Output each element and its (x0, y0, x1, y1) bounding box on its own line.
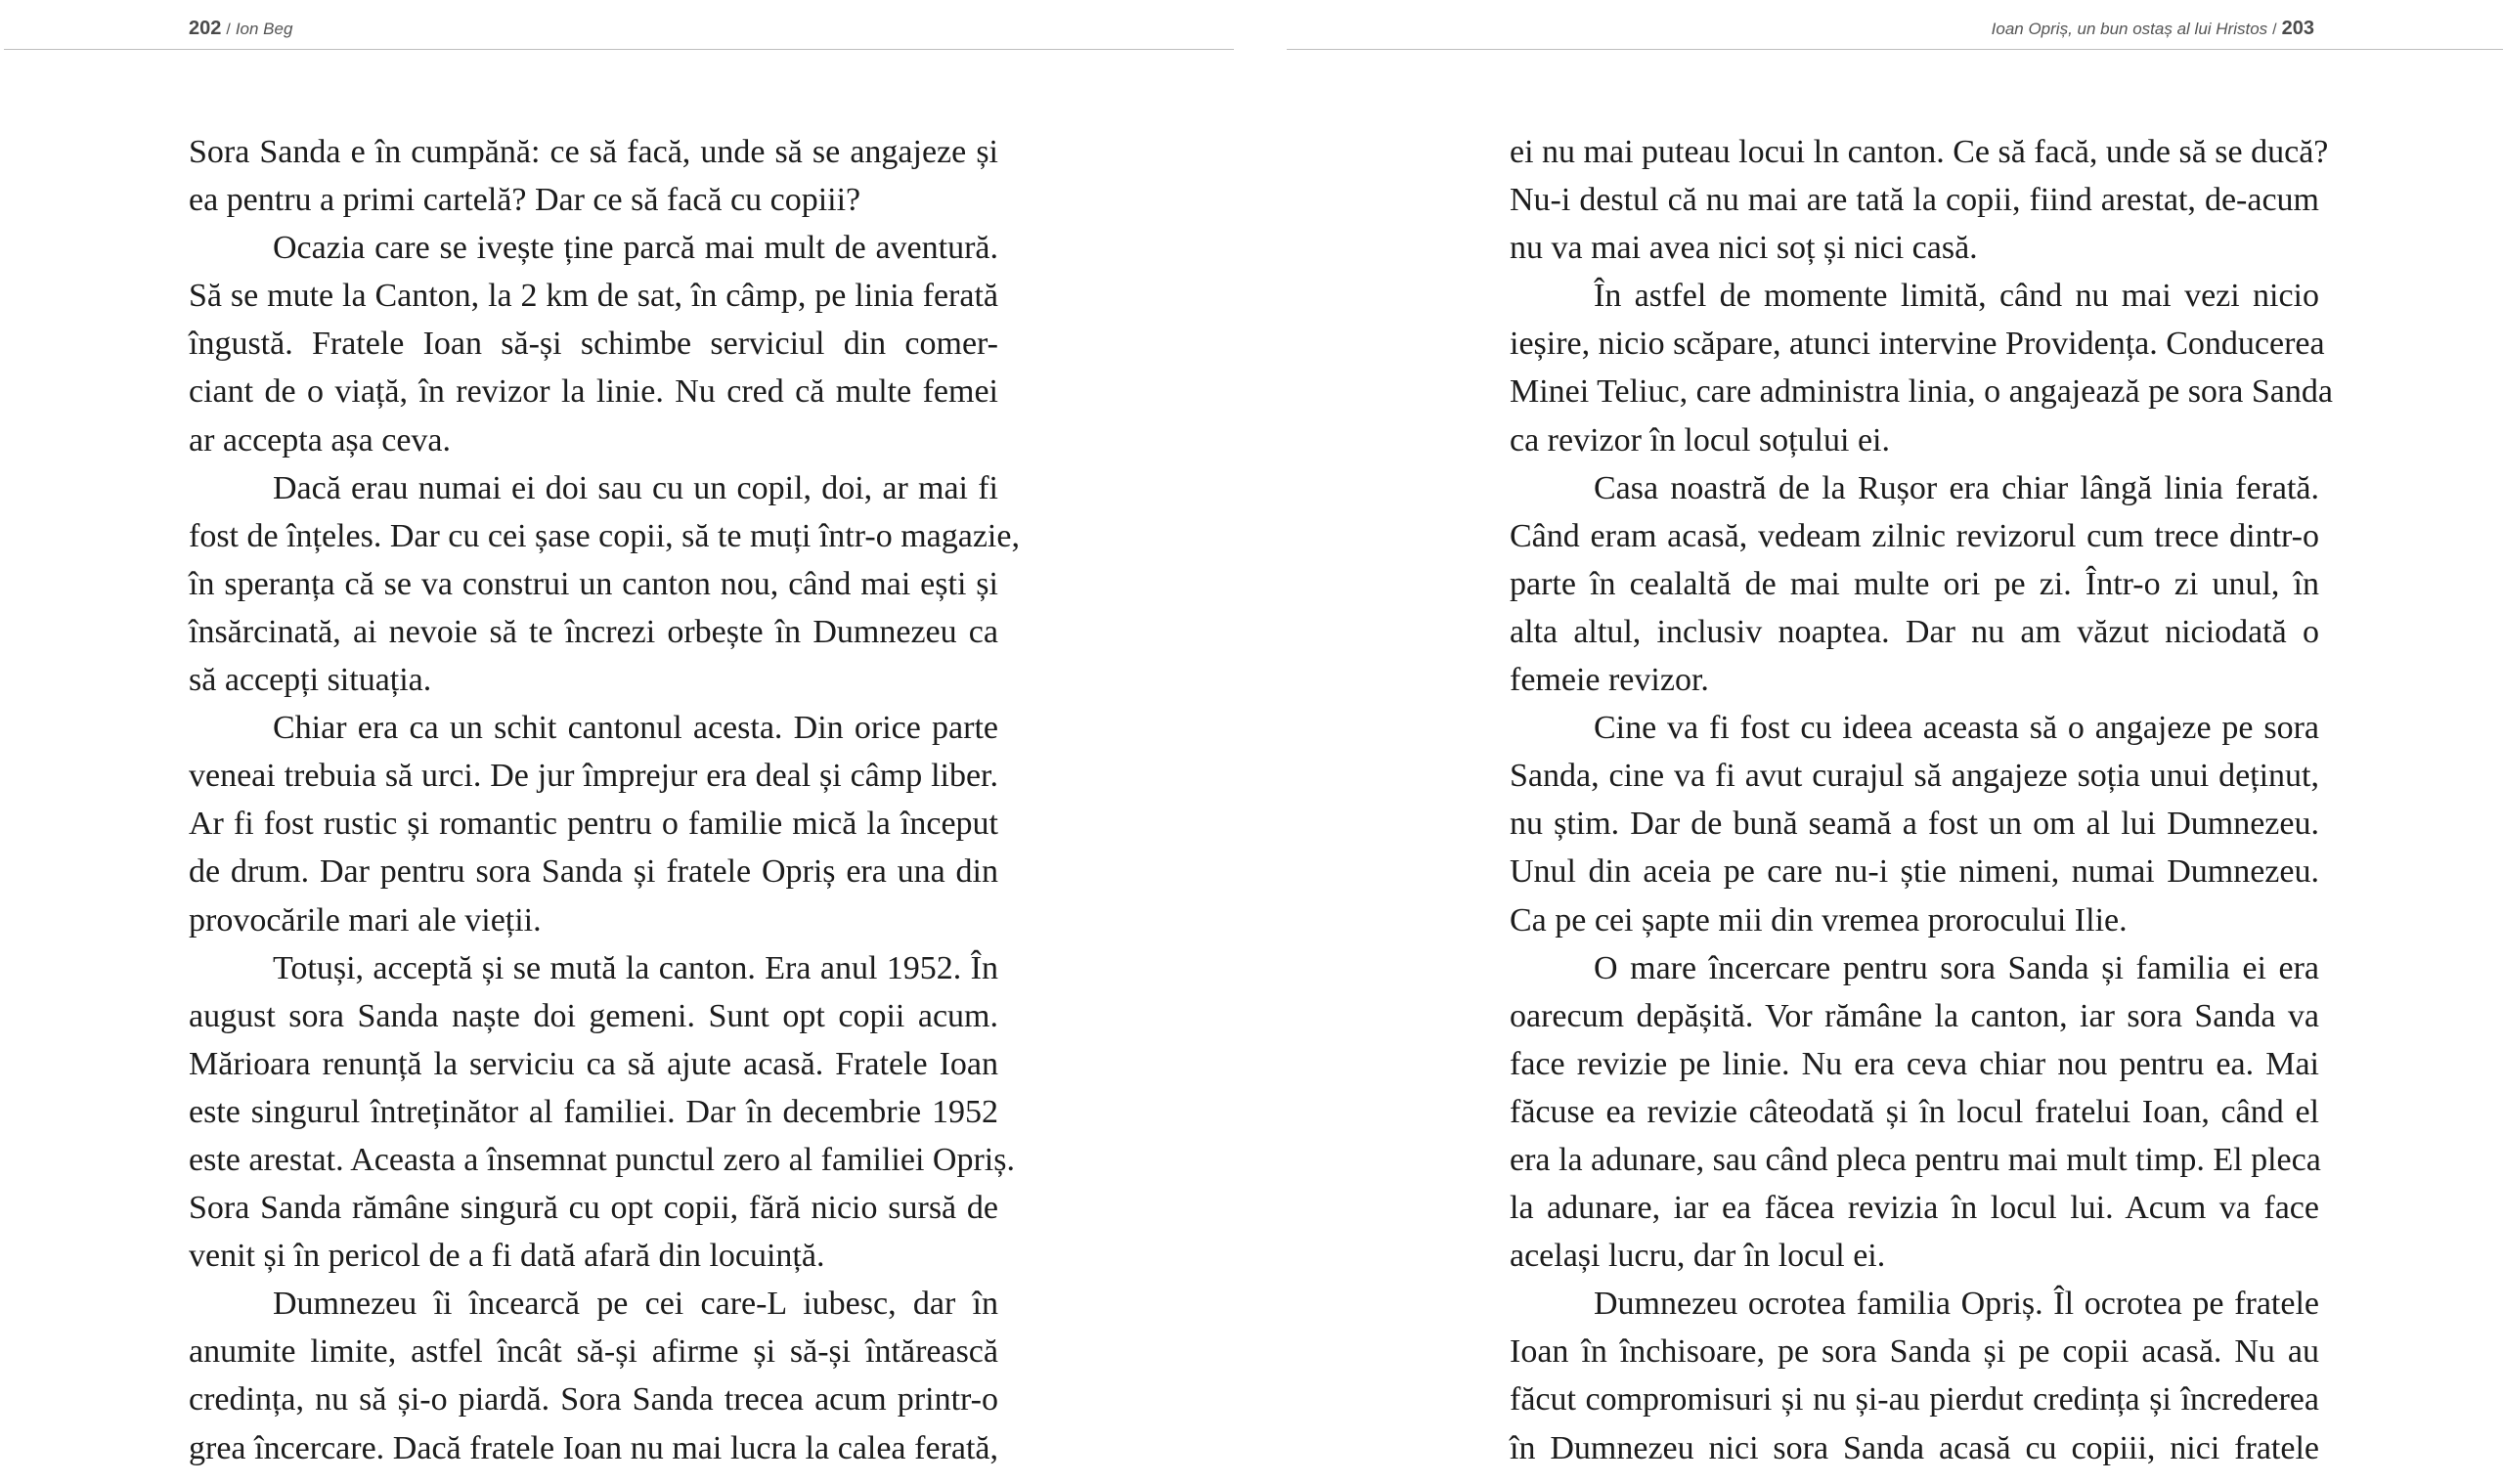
left-running-title: Ion Beg (235, 20, 293, 38)
text-line: nu știm. Dar de bună seamă a fost un om al lui Dumnezeu. (1510, 806, 2319, 843)
text-line: să accepți situația. (189, 662, 432, 699)
text-line: nu va mai avea nici soț și nici casă. (1510, 230, 1978, 267)
text-line: grea încercare. Dacă fratele Ioan nu mai lucra la calea ferată, (189, 1429, 998, 1466)
text-line: ei nu mai puteau locui ln canton. Ce să facă, unde să se ducă? (1510, 134, 2329, 170)
text-line: august sora Sanda naște doi gemeni. Sunt opt copii acum. (189, 997, 998, 1034)
text-line: Dumnezeu îi încearcă pe cei care-L iubesc, dar în (273, 1286, 998, 1323)
text-line: Chiar era ca un schit cantonul acesta. Din orice parte (273, 710, 998, 747)
text-line: ea pentru a primi cartelă? Dar ce să facă cu copiii? (189, 182, 861, 219)
text-line: ciant de o viață, în revizor la linie. Nu cred că multe femei (189, 373, 998, 411)
text-line: îngustă. Fratele Ioan să-și schimbe serviciul din comer- (189, 326, 998, 363)
text-line: veneai trebuia să urci. De jur împrejur era deal și câmp liber. (189, 758, 998, 795)
text-line: Sanda, cine va fi avut curajul să angajeze soția unui deținut, (1510, 758, 2319, 795)
left-page-number: 202 (189, 18, 222, 39)
text-line: Minei Teliuc, care administra linia, o angajează pe sora Sanda (1510, 373, 2333, 411)
text-line: Dacă erau numai ei doi sau cu un copil, doi, ar mai fi (273, 469, 998, 506)
text-line: era la adunare, sau când pleca pentru mai mult timp. El pleca (1510, 1141, 2321, 1178)
text-line: anumite limite, astfel încât să-și afirme și să-și întărească (189, 1333, 998, 1371)
right-text-column (1510, 128, 2333, 1472)
text-line: venit și în pericol de a fi dată afară din locuință. (189, 1238, 825, 1275)
text-line: Nu-i destul că nu mai are tată la copii, fiind arestat, de-acum (1510, 182, 2319, 219)
text-line: Casa noastră de la Rușor era chiar lângă linia ferată. (1594, 469, 2319, 506)
text-line: Ocazia care se ivește ține parcă mai mult de aventură. (273, 230, 998, 267)
text-line: în speranța că se va construi un canton nou, când mai ești și (189, 565, 998, 602)
text-line: Ar fi fost rustic și romantic pentru o familie mică la început (189, 806, 998, 843)
text-line: provocările mari ale vieții. (189, 901, 542, 938)
text-line: Sora Sanda rămâne singură cu opt copii, fără nicio sursă de (189, 1190, 998, 1227)
text-line: Dumnezeu ocrotea familia Opriș. Îl ocrotea pe fratele (1594, 1286, 2319, 1323)
left-page (0, 0, 1234, 1484)
right-page-header (1992, 14, 2314, 43)
text-line: de drum. Dar pentru sora Sanda și fratele Opriș era una din (189, 853, 998, 891)
text-line: credința, nu să și-o piardă. Sora Sanda trecea acum printr-o (189, 1381, 998, 1419)
text-line: în Dumnezeu nici sora Sanda acasă cu copiii, nici fratele (1510, 1429, 2319, 1466)
text-line: Ioan în închisoare, pe sora Sanda și pe copii acasă. Nu au (1510, 1333, 2319, 1371)
text-line: ieșire, nicio scăpare, atunci intervine Providența. Conducerea (1510, 326, 2325, 363)
text-line: O mare încercare pentru sora Sanda și familia ei era (1594, 949, 2319, 986)
text-line: la adunare, iar ea făcea revizia în locul lui. Acum va face (1510, 1190, 2319, 1227)
text-line: este singurul întreținător al familiei. Dar în decembrie 1952 (189, 1093, 998, 1130)
text-line: Să se mute la Canton, la 2 km de sat, în câmp, pe linia ferată (189, 278, 998, 315)
text-line: Sora Sanda e în cumpănă: ce să facă, unde să se angajeze și (189, 134, 998, 170)
text-line: alta altul, inclusiv noaptea. Dar nu am văzut niciodată o (1510, 613, 2319, 650)
left-page-header (189, 14, 292, 43)
text-line: parte în cealaltă de mai multe ori pe zi. Într-o zi unul, în (1510, 565, 2319, 602)
text-line: Când eram acasă, vedeam zilnic revizorul cum trece dintr-o (1510, 517, 2319, 554)
text-line: este arestat. Aceasta a însemnat punctul zero al familiei Opriș. (189, 1141, 1015, 1178)
text-line: același lucru, dar în locul ei. (1510, 1238, 1886, 1275)
text-line: făcuse ea revizie câteodată și în locul fratelui Ioan, când el (1510, 1093, 2319, 1130)
right-header-separator: / (2272, 22, 2277, 38)
text-line: ca revizor în locul soțului ei. (1510, 421, 1890, 458)
text-line: Cine va fi fost cu ideea aceasta să o angajeze pe sora (1594, 710, 2319, 747)
left-header-separator: / (226, 22, 231, 38)
text-line: fost de înțeles. Dar cu cei șase copii, să te muți într-o magazie, (189, 517, 1020, 554)
right-header-rule (1287, 49, 2503, 50)
text-line: Mărioara renunță la serviciu ca să ajute acasă. Fratele Ioan (189, 1045, 998, 1082)
right-page-number: 203 (2281, 18, 2314, 39)
right-running-title: Ioan Opriș, un bun ostaș al lui Hristos (1991, 20, 2268, 38)
text-line: oarecum depășită. Vor rămâne la canton, iar sora Sanda va (1510, 997, 2319, 1034)
left-header-rule (4, 49, 1234, 50)
text-line: făcut compromisuri și nu și-au pierdut credința și încrederea (1510, 1381, 2319, 1419)
text-line: Ca pe cei șapte mii din vremea prorocului Ilie. (1510, 901, 2128, 938)
right-page (1287, 0, 2503, 1484)
left-text-column (189, 128, 1020, 1472)
text-line: ar accepta așa ceva. (189, 421, 451, 458)
text-line: femeie revizor. (1510, 662, 1709, 699)
text-line: face revizie pe linie. Nu era ceva chiar nou pentru ea. Mai (1510, 1045, 2319, 1082)
text-line: În astfel de momente limită, când nu mai vezi nicio (1594, 278, 2319, 315)
text-line: însărcinată, ai nevoie să te încrezi orbește în Dumnezeu ca (189, 613, 998, 650)
text-line: Totuși, acceptă și se mută la canton. Era anul 1952. În (273, 949, 998, 986)
text-line: Unul din aceia pe care nu-i știe nimeni, numai Dumnezeu. (1510, 853, 2319, 891)
